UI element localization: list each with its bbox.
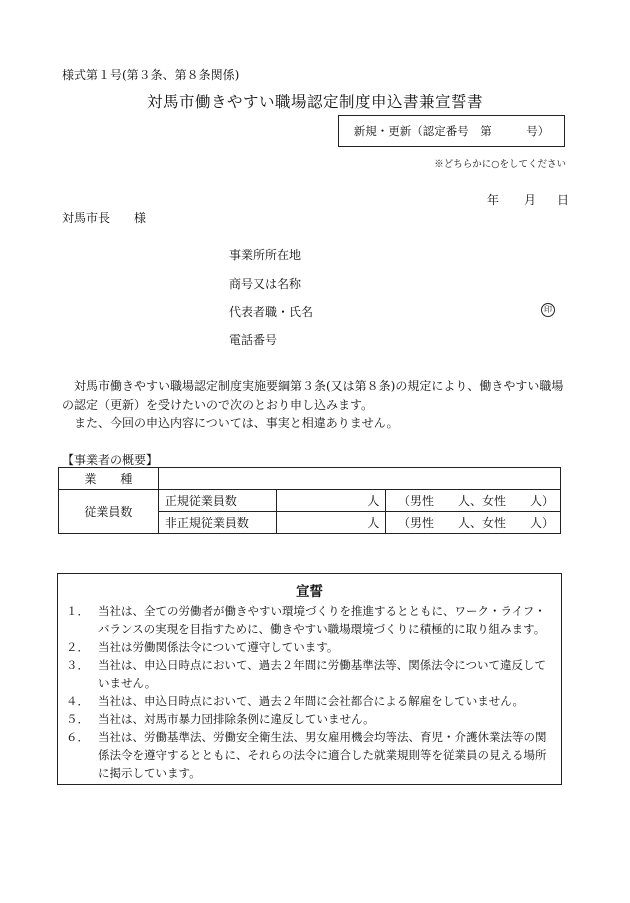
business-name-label: 商号又は名称	[229, 277, 302, 291]
pledge-text: 当社は、対馬市暴力団排除条例に違反していません。	[98, 712, 375, 726]
application-statement	[62, 377, 568, 433]
pledge-number: １．	[66, 604, 89, 618]
industry-value-cell	[158, 468, 560, 490]
pledge-number: ６．	[66, 730, 89, 744]
business-overview-table	[58, 467, 561, 534]
industry-row	[59, 468, 561, 490]
employees-label: 従業員数	[59, 490, 159, 534]
pledge-number: ３．	[66, 658, 89, 672]
list-item	[66, 602, 551, 638]
regular-employees-breakdown: （男性 人、女性 人）	[386, 490, 561, 512]
phone-label: 電話番号	[229, 333, 278, 347]
statement-paragraph-2: また、今回の申込内容については、事実と相違ありません。	[74, 416, 399, 430]
pledge-text: 当社は、申込日時点において、過去２年間に会社都合による解雇をしていません。	[98, 694, 524, 708]
regular-employees-label: 正規従業員数	[158, 490, 276, 512]
nonregular-employees-breakdown: （男性 人、女性 人）	[386, 512, 561, 534]
business-overview-label: 【事業者の概要】	[62, 453, 159, 467]
statement-paragraph-1: 対馬市働きやすい職場認定制度実施要綱第３条(又は第８条)の規定により、働きやすい職場の認定（更新）を受けたいので次のとおり申し込みます。	[62, 379, 564, 412]
pledge-list	[58, 602, 561, 782]
regular-employees-unit: 人	[276, 490, 386, 512]
date-year: 年	[487, 193, 500, 207]
list-item	[66, 638, 551, 656]
addressee: 対馬市長 様	[62, 211, 147, 225]
date-day: 日	[557, 193, 570, 207]
list-item	[66, 656, 551, 692]
date-month: 月	[524, 193, 537, 207]
list-item	[66, 728, 551, 782]
pledge-text: 当社は、申込日時点において、過去２年間に労働基準法等、関係法令について違反していません。	[98, 658, 547, 690]
pledge-number: ４．	[66, 694, 89, 708]
pledge-number: ５．	[66, 712, 89, 726]
pledge-box	[57, 573, 562, 785]
address-label: 事業所所在地	[229, 248, 302, 262]
pledge-title: 宣誓	[296, 584, 323, 600]
document-title: 対馬市働きやすい職場認定制度申込書兼宣誓書	[146, 93, 483, 111]
table-row	[59, 490, 561, 512]
pledge-number: ２．	[66, 640, 89, 654]
pledge-text: 当社は、労働基準法、労働安全衛生法、男女雇用機会均等法、育児・介護休業法等の関係法令を遵守するとともに、それらの法令に適合した就業規則等を従業員の見える場所に掲示しています。	[98, 730, 547, 780]
pledge-text: 当社は労働関係法令について遵守しています。	[98, 640, 339, 654]
form-number: 様式第１号(第３条、第８条関係)	[62, 68, 240, 82]
nonregular-employees-unit: 人	[276, 512, 386, 534]
seal-mark: 印	[541, 303, 555, 317]
nonregular-employees-label: 非正規従業員数	[158, 512, 276, 534]
industry-label: 業 種	[59, 468, 159, 490]
representative-label: 代表者職・氏名	[229, 305, 314, 319]
selection-note: ※どちらかに○をしてください	[434, 159, 566, 170]
list-item	[66, 692, 551, 710]
application-type-box: 新規・更新（認定番号 第 号）	[338, 115, 565, 147]
pledge-text: 当社は、全ての労働者が働きやすい環境づくりを推進するとともに、ワーク・ライフ・バランスの実現を目指すために、働きやすい職場環境づくりに積極的に取り組みます。	[98, 604, 546, 636]
list-item	[66, 710, 551, 728]
